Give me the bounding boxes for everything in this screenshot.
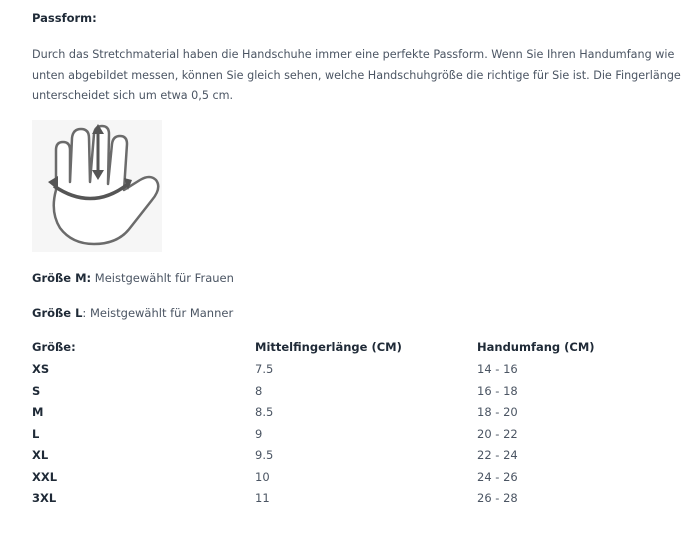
table-row [32, 384, 682, 404]
table-row [32, 470, 682, 490]
size-m-note [32, 271, 234, 285]
cell-hand-circumference: 18 - 20 [477, 405, 518, 419]
size-m-text: Meistgewählt für Frauen [91, 271, 234, 285]
cell-size: 3XL [32, 491, 57, 505]
size-l-note [32, 306, 233, 320]
cell-finger-length: 9.5 [255, 448, 274, 462]
table-row [32, 405, 682, 425]
cell-hand-circumference: 20 - 22 [477, 427, 518, 441]
cell-size: S [32, 384, 41, 398]
table-header-finger-length: Mittelfingerlänge (CM) [255, 340, 402, 354]
cell-hand-circumference: 26 - 28 [477, 491, 518, 505]
cell-finger-length: 9 [255, 427, 263, 441]
table-row [32, 362, 682, 382]
cell-finger-length: 8 [255, 384, 263, 398]
table-row [32, 491, 682, 511]
section-heading: Passform: [32, 11, 97, 25]
cell-size: XL [32, 448, 49, 462]
cell-hand-circumference: 16 - 18 [477, 384, 518, 398]
cell-finger-length: 7.5 [255, 362, 274, 376]
cell-size: L [32, 427, 40, 441]
table-row [32, 427, 682, 447]
cell-hand-circumference: 24 - 26 [477, 470, 518, 484]
table-header-size: Größe: [32, 340, 76, 354]
cell-hand-circumference: 22 - 24 [477, 448, 518, 462]
cell-finger-length: 8.5 [255, 405, 274, 419]
cell-size: XXL [32, 470, 58, 484]
size-l-text: : Meistgewählt für Manner [82, 306, 234, 320]
cell-finger-length: 10 [255, 470, 270, 484]
size-m-label: Größe M: [32, 271, 92, 285]
cell-finger-length: 11 [255, 491, 270, 505]
table-row [32, 448, 682, 468]
cell-size: M [32, 405, 44, 419]
hand-measurement-icon [32, 120, 162, 252]
size-l-label: Größe L [32, 306, 83, 320]
cell-size: XS [32, 362, 50, 376]
description-paragraph: Durch das Stretchmaterial haben die Handschuhe immer eine perfekte Passform. Wenn Sie Ihren Handumfang wie unten abgebildet messen, können Sie gleich sehen, welche Handschuhgröße die richtige für Sie ist. Die Fingerlänge unterscheidet sich um etwa 0,5 cm. [32, 48, 681, 102]
table-header-hand-circumference: Handumfang (CM) [477, 340, 595, 354]
cell-hand-circumference: 14 - 16 [477, 362, 518, 376]
